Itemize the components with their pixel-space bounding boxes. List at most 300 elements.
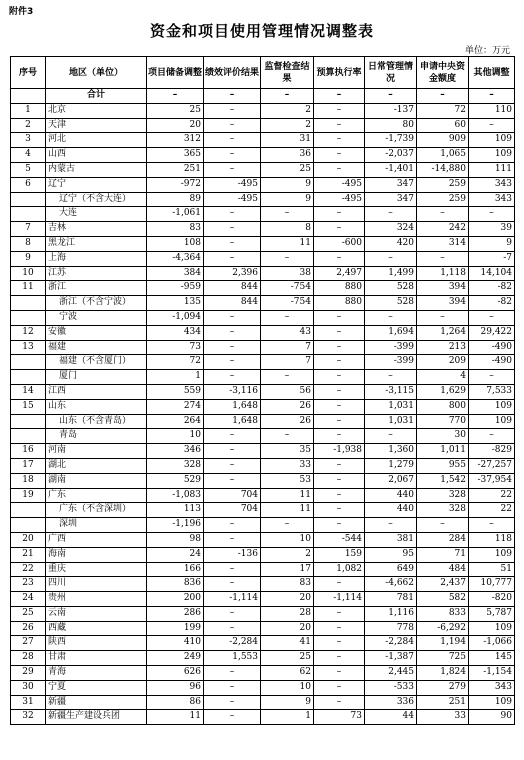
row-seq [11, 414, 46, 429]
row-cell: 410 [147, 636, 204, 651]
row-cell: 343 [469, 177, 515, 192]
table-row [11, 251, 515, 266]
row-cell: 22 [469, 488, 515, 503]
row-cell: 71 [417, 547, 469, 562]
table-row [11, 503, 515, 518]
row-cell: -82 [469, 296, 515, 311]
row-seq [11, 370, 46, 385]
row-cell: -399 [365, 340, 417, 355]
row-cell: -600 [314, 236, 365, 251]
row-cell: 909 [417, 133, 469, 148]
row-cell: 213 [417, 340, 469, 355]
row-seq: 32 [11, 710, 46, 725]
table-row [11, 207, 515, 222]
row-seq: 14 [11, 384, 46, 399]
row-cell: – [147, 89, 204, 104]
table-row [11, 266, 515, 281]
column-header: 项目储备调整 [147, 57, 204, 89]
column-header: 其他调整 [469, 57, 515, 89]
row-cell: 328 [147, 458, 204, 473]
row-seq: 22 [11, 562, 46, 577]
row-cell: -1,196 [147, 518, 204, 533]
row-cell: – [261, 429, 314, 444]
row-cell: 704 [204, 503, 261, 518]
row-cell: -2,284 [365, 636, 417, 651]
row-cell: 1,194 [417, 636, 469, 651]
row-cell: 324 [365, 222, 417, 237]
row-region: 湖北 [46, 458, 147, 473]
row-cell: – [204, 562, 261, 577]
row-cell: -820 [469, 592, 515, 607]
table-row [11, 281, 515, 296]
row-cell: 836 [147, 577, 204, 592]
row-cell: 109 [469, 695, 515, 710]
row-region: 新疆 [46, 695, 147, 710]
row-region: 甘肃 [46, 651, 147, 666]
table-row [11, 148, 515, 163]
row-seq: 1 [11, 103, 46, 118]
row-region: 广东 [46, 488, 147, 503]
row-cell: – [204, 103, 261, 118]
row-region: 上海 [46, 251, 147, 266]
row-region: 福建 [46, 340, 147, 355]
unit-label: 单位：万元 [464, 46, 510, 56]
row-seq: 12 [11, 325, 46, 340]
row-cell: 955 [417, 458, 469, 473]
row-cell: 166 [147, 562, 204, 577]
row-cell: -829 [469, 444, 515, 459]
row-cell: – [314, 384, 365, 399]
row-cell: – [314, 680, 365, 695]
row-cell: – [314, 473, 365, 488]
row-cell: – [204, 532, 261, 547]
row-seq: 16 [11, 444, 46, 459]
row-cell: 9 [469, 236, 515, 251]
row-cell: 9 [261, 695, 314, 710]
row-seq: 11 [11, 281, 46, 296]
row-cell: 259 [417, 177, 469, 192]
row-cell: 365 [147, 148, 204, 163]
row-cell: -1,083 [147, 488, 204, 503]
row-region: 河南 [46, 444, 147, 459]
row-cell: 109 [469, 414, 515, 429]
row-cell: -1,938 [314, 444, 365, 459]
row-cell: – [204, 148, 261, 163]
row-cell: 86 [147, 695, 204, 710]
row-cell: 2,396 [204, 266, 261, 281]
row-cell: 24 [147, 547, 204, 562]
row-seq: 24 [11, 592, 46, 607]
row-seq: 6 [11, 177, 46, 192]
row-cell: 41 [261, 636, 314, 651]
row-cell: – [204, 89, 261, 104]
row-cell: 83 [147, 222, 204, 237]
table-row [11, 118, 515, 133]
row-cell: 336 [365, 695, 417, 710]
row-cell: -7 [469, 251, 515, 266]
row-cell: -37,954 [469, 473, 515, 488]
table-row [11, 236, 515, 251]
table-row [11, 458, 515, 473]
row-cell: – [204, 236, 261, 251]
row-seq: 15 [11, 399, 46, 414]
row-region: 重庆 [46, 562, 147, 577]
row-cell: -136 [204, 547, 261, 562]
row-cell: 118 [469, 532, 515, 547]
row-seq [11, 355, 46, 370]
row-seq: 26 [11, 621, 46, 636]
table-row [11, 399, 515, 414]
row-cell: – [314, 488, 365, 503]
row-cell: – [314, 577, 365, 592]
total-row [11, 89, 515, 104]
table-row [11, 473, 515, 488]
row-cell: -2,037 [365, 148, 417, 163]
row-cell: – [469, 118, 515, 133]
row-cell: – [365, 251, 417, 266]
row-cell: 10 [261, 680, 314, 695]
row-cell: 286 [147, 606, 204, 621]
table-row [11, 222, 515, 237]
row-cell: – [204, 429, 261, 444]
row-cell: 347 [365, 177, 417, 192]
row-cell: 1,031 [365, 414, 417, 429]
row-cell: -1,061 [147, 207, 204, 222]
row-cell: 53 [261, 473, 314, 488]
row-cell: 109 [469, 133, 515, 148]
row-cell: 83 [261, 577, 314, 592]
row-cell: 800 [417, 399, 469, 414]
row-region: 广西 [46, 532, 147, 547]
row-seq [11, 89, 46, 104]
row-seq: 10 [11, 266, 46, 281]
row-region: 陕西 [46, 636, 147, 651]
row-cell: 60 [417, 118, 469, 133]
row-cell: 5,787 [469, 606, 515, 621]
table-row [11, 162, 515, 177]
column-header: 日常管理情况 [365, 57, 417, 89]
row-seq: 20 [11, 532, 46, 547]
row-cell: 7 [261, 340, 314, 355]
row-cell: – [314, 458, 365, 473]
row-cell: 251 [147, 162, 204, 177]
row-seq: 13 [11, 340, 46, 355]
row-cell: 14,104 [469, 266, 515, 281]
row-cell: 25 [261, 651, 314, 666]
row-cell: – [204, 251, 261, 266]
table-row [11, 606, 515, 621]
row-cell: 72 [147, 355, 204, 370]
row-region: 宁波 [46, 310, 147, 325]
row-cell: 2 [261, 118, 314, 133]
table-row [11, 133, 515, 148]
table-body [11, 89, 515, 725]
row-cell: -1,066 [469, 636, 515, 651]
row-cell: 1,116 [365, 606, 417, 621]
row-region: 北京 [46, 103, 147, 118]
table-header-row [11, 57, 515, 89]
row-cell: – [314, 606, 365, 621]
row-region: 新疆生产建设兵团 [46, 710, 147, 725]
row-cell: 30 [417, 429, 469, 444]
row-cell: -1,154 [469, 666, 515, 681]
row-cell: – [314, 651, 365, 666]
row-seq [11, 503, 46, 518]
row-cell: 56 [261, 384, 314, 399]
adjustment-table [10, 56, 515, 725]
row-cell: 343 [469, 192, 515, 207]
row-region: 西藏 [46, 621, 147, 636]
row-seq: 7 [11, 222, 46, 237]
table-row [11, 621, 515, 636]
row-cell: – [204, 133, 261, 148]
row-region: 河北 [46, 133, 147, 148]
table-row [11, 355, 515, 370]
row-seq: 3 [11, 133, 46, 148]
row-cell: – [204, 222, 261, 237]
table-row [11, 666, 515, 681]
row-cell: -495 [314, 177, 365, 192]
row-cell: -1,094 [147, 310, 204, 325]
row-cell: 72 [417, 103, 469, 118]
row-cell: 704 [204, 488, 261, 503]
row-cell: 108 [147, 236, 204, 251]
row-cell: 1,499 [365, 266, 417, 281]
row-cell: 343 [469, 680, 515, 695]
row-cell: -490 [469, 340, 515, 355]
row-cell: 314 [417, 236, 469, 251]
table-row [11, 562, 515, 577]
row-cell: 328 [417, 503, 469, 518]
row-cell: 73 [147, 340, 204, 355]
row-cell: 29,422 [469, 325, 515, 340]
row-cell: – [261, 251, 314, 266]
row-cell: – [314, 621, 365, 636]
row-cell: 20 [261, 592, 314, 607]
row-cell: 39 [469, 222, 515, 237]
row-seq: 21 [11, 547, 46, 562]
row-cell: – [469, 310, 515, 325]
row-cell: -399 [365, 355, 417, 370]
row-cell: 484 [417, 562, 469, 577]
row-seq: 19 [11, 488, 46, 503]
row-cell: 2,067 [365, 473, 417, 488]
row-seq: 2 [11, 118, 46, 133]
row-cell: – [314, 340, 365, 355]
row-cell: 582 [417, 592, 469, 607]
row-cell: 249 [147, 651, 204, 666]
row-cell: 200 [147, 592, 204, 607]
row-cell: 328 [417, 488, 469, 503]
row-cell: -2,284 [204, 636, 261, 651]
row-cell: – [204, 621, 261, 636]
row-seq [11, 310, 46, 325]
row-cell: 109 [469, 621, 515, 636]
row-cell: – [469, 370, 515, 385]
table-row [11, 325, 515, 340]
row-seq [11, 518, 46, 533]
row-region: 黑龙江 [46, 236, 147, 251]
row-cell: 209 [417, 355, 469, 370]
row-cell: – [314, 118, 365, 133]
row-cell: 110 [469, 103, 515, 118]
row-cell: 22 [469, 503, 515, 518]
row-cell: -1,739 [365, 133, 417, 148]
row-cell: 279 [417, 680, 469, 695]
row-cell: – [204, 310, 261, 325]
row-cell: 1,360 [365, 444, 417, 459]
row-cell: – [469, 89, 515, 104]
row-cell: 559 [147, 384, 204, 399]
row-cell: 1 [147, 370, 204, 385]
row-region: 福建（不含厦门） [46, 355, 147, 370]
row-cell: – [204, 710, 261, 725]
row-cell: 1,824 [417, 666, 469, 681]
row-cell: 1,031 [365, 399, 417, 414]
row-cell: -495 [204, 192, 261, 207]
row-cell: 62 [261, 666, 314, 681]
row-cell: 394 [417, 281, 469, 296]
row-cell: 2 [261, 547, 314, 562]
row-cell: 1,082 [314, 562, 365, 577]
table-row [11, 370, 515, 385]
row-cell: -1,401 [365, 162, 417, 177]
row-cell: – [314, 355, 365, 370]
row-cell: 725 [417, 651, 469, 666]
table-row [11, 488, 515, 503]
row-seq: 29 [11, 666, 46, 681]
row-region: 海南 [46, 547, 147, 562]
row-cell: – [204, 518, 261, 533]
row-cell: 135 [147, 296, 204, 311]
row-region: 辽宁 [46, 177, 147, 192]
row-seq [11, 296, 46, 311]
row-cell: – [365, 310, 417, 325]
row-cell: 38 [261, 266, 314, 281]
row-cell: 11 [261, 503, 314, 518]
row-cell: 440 [365, 503, 417, 518]
row-cell: 833 [417, 606, 469, 621]
row-cell: -754 [261, 296, 314, 311]
row-cell: – [469, 518, 515, 533]
row-seq: 23 [11, 577, 46, 592]
row-cell: 159 [314, 547, 365, 562]
table-row [11, 592, 515, 607]
row-cell: 80 [365, 118, 417, 133]
row-cell: – [204, 666, 261, 681]
row-region: 江苏 [46, 266, 147, 281]
row-cell: 781 [365, 592, 417, 607]
table-row [11, 532, 515, 547]
column-header: 地区（单位） [46, 57, 147, 89]
table-row [11, 192, 515, 207]
row-cell: – [314, 518, 365, 533]
row-cell: – [261, 310, 314, 325]
row-cell: 347 [365, 192, 417, 207]
row-cell: 73 [314, 710, 365, 725]
row-cell: 10,777 [469, 577, 515, 592]
table-row [11, 636, 515, 651]
row-region: 山东 [46, 399, 147, 414]
row-cell: – [314, 89, 365, 104]
row-cell: – [365, 370, 417, 385]
row-cell: 2 [261, 103, 314, 118]
row-cell: – [261, 518, 314, 533]
row-cell: 89 [147, 192, 204, 207]
row-region: 辽宁（不含大连） [46, 192, 147, 207]
row-cell: – [314, 370, 365, 385]
table-row [11, 651, 515, 666]
table-row [11, 547, 515, 562]
row-cell: 4 [417, 370, 469, 385]
row-seq: 25 [11, 606, 46, 621]
row-cell: – [417, 518, 469, 533]
row-seq: 8 [11, 236, 46, 251]
row-cell: – [204, 355, 261, 370]
row-seq: 17 [11, 458, 46, 473]
row-cell: -4,364 [147, 251, 204, 266]
row-cell: – [314, 207, 365, 222]
row-cell: 420 [365, 236, 417, 251]
row-cell: 7 [261, 355, 314, 370]
row-cell: -14,880 [417, 162, 469, 177]
row-cell: 2,497 [314, 266, 365, 281]
row-cell: 28 [261, 606, 314, 621]
table-row [11, 177, 515, 192]
row-cell: 26 [261, 414, 314, 429]
row-cell: 440 [365, 488, 417, 503]
row-cell: – [204, 162, 261, 177]
row-cell: -3,116 [204, 384, 261, 399]
column-header: 监督检查结果 [261, 57, 314, 89]
row-cell: -1,114 [314, 592, 365, 607]
row-cell: 770 [417, 414, 469, 429]
column-header: 预算执行率 [314, 57, 365, 89]
row-cell: 8 [261, 222, 314, 237]
row-cell: 384 [147, 266, 204, 281]
row-cell: 1,553 [204, 651, 261, 666]
row-cell: 1,065 [417, 148, 469, 163]
row-cell: – [314, 222, 365, 237]
row-seq: 4 [11, 148, 46, 163]
row-region: 湖南 [46, 473, 147, 488]
row-cell: – [204, 340, 261, 355]
row-cell: – [204, 680, 261, 695]
row-cell: 381 [365, 532, 417, 547]
row-cell: 778 [365, 621, 417, 636]
row-cell: – [204, 325, 261, 340]
row-cell: 1 [261, 710, 314, 725]
row-cell: -6,292 [417, 621, 469, 636]
row-cell: 346 [147, 444, 204, 459]
row-cell: – [469, 207, 515, 222]
row-region: 云南 [46, 606, 147, 621]
row-cell: -1,387 [365, 651, 417, 666]
row-cell: – [204, 473, 261, 488]
row-cell: 11 [261, 236, 314, 251]
row-cell: 51 [469, 562, 515, 577]
row-cell: 528 [365, 281, 417, 296]
column-header: 申请中央资金额度 [417, 57, 469, 89]
row-cell: 2,445 [365, 666, 417, 681]
row-cell: 1,264 [417, 325, 469, 340]
row-cell: 109 [469, 399, 515, 414]
table-row [11, 710, 515, 725]
row-cell: -959 [147, 281, 204, 296]
row-cell: 33 [261, 458, 314, 473]
row-cell: – [365, 518, 417, 533]
row-cell: -754 [261, 281, 314, 296]
